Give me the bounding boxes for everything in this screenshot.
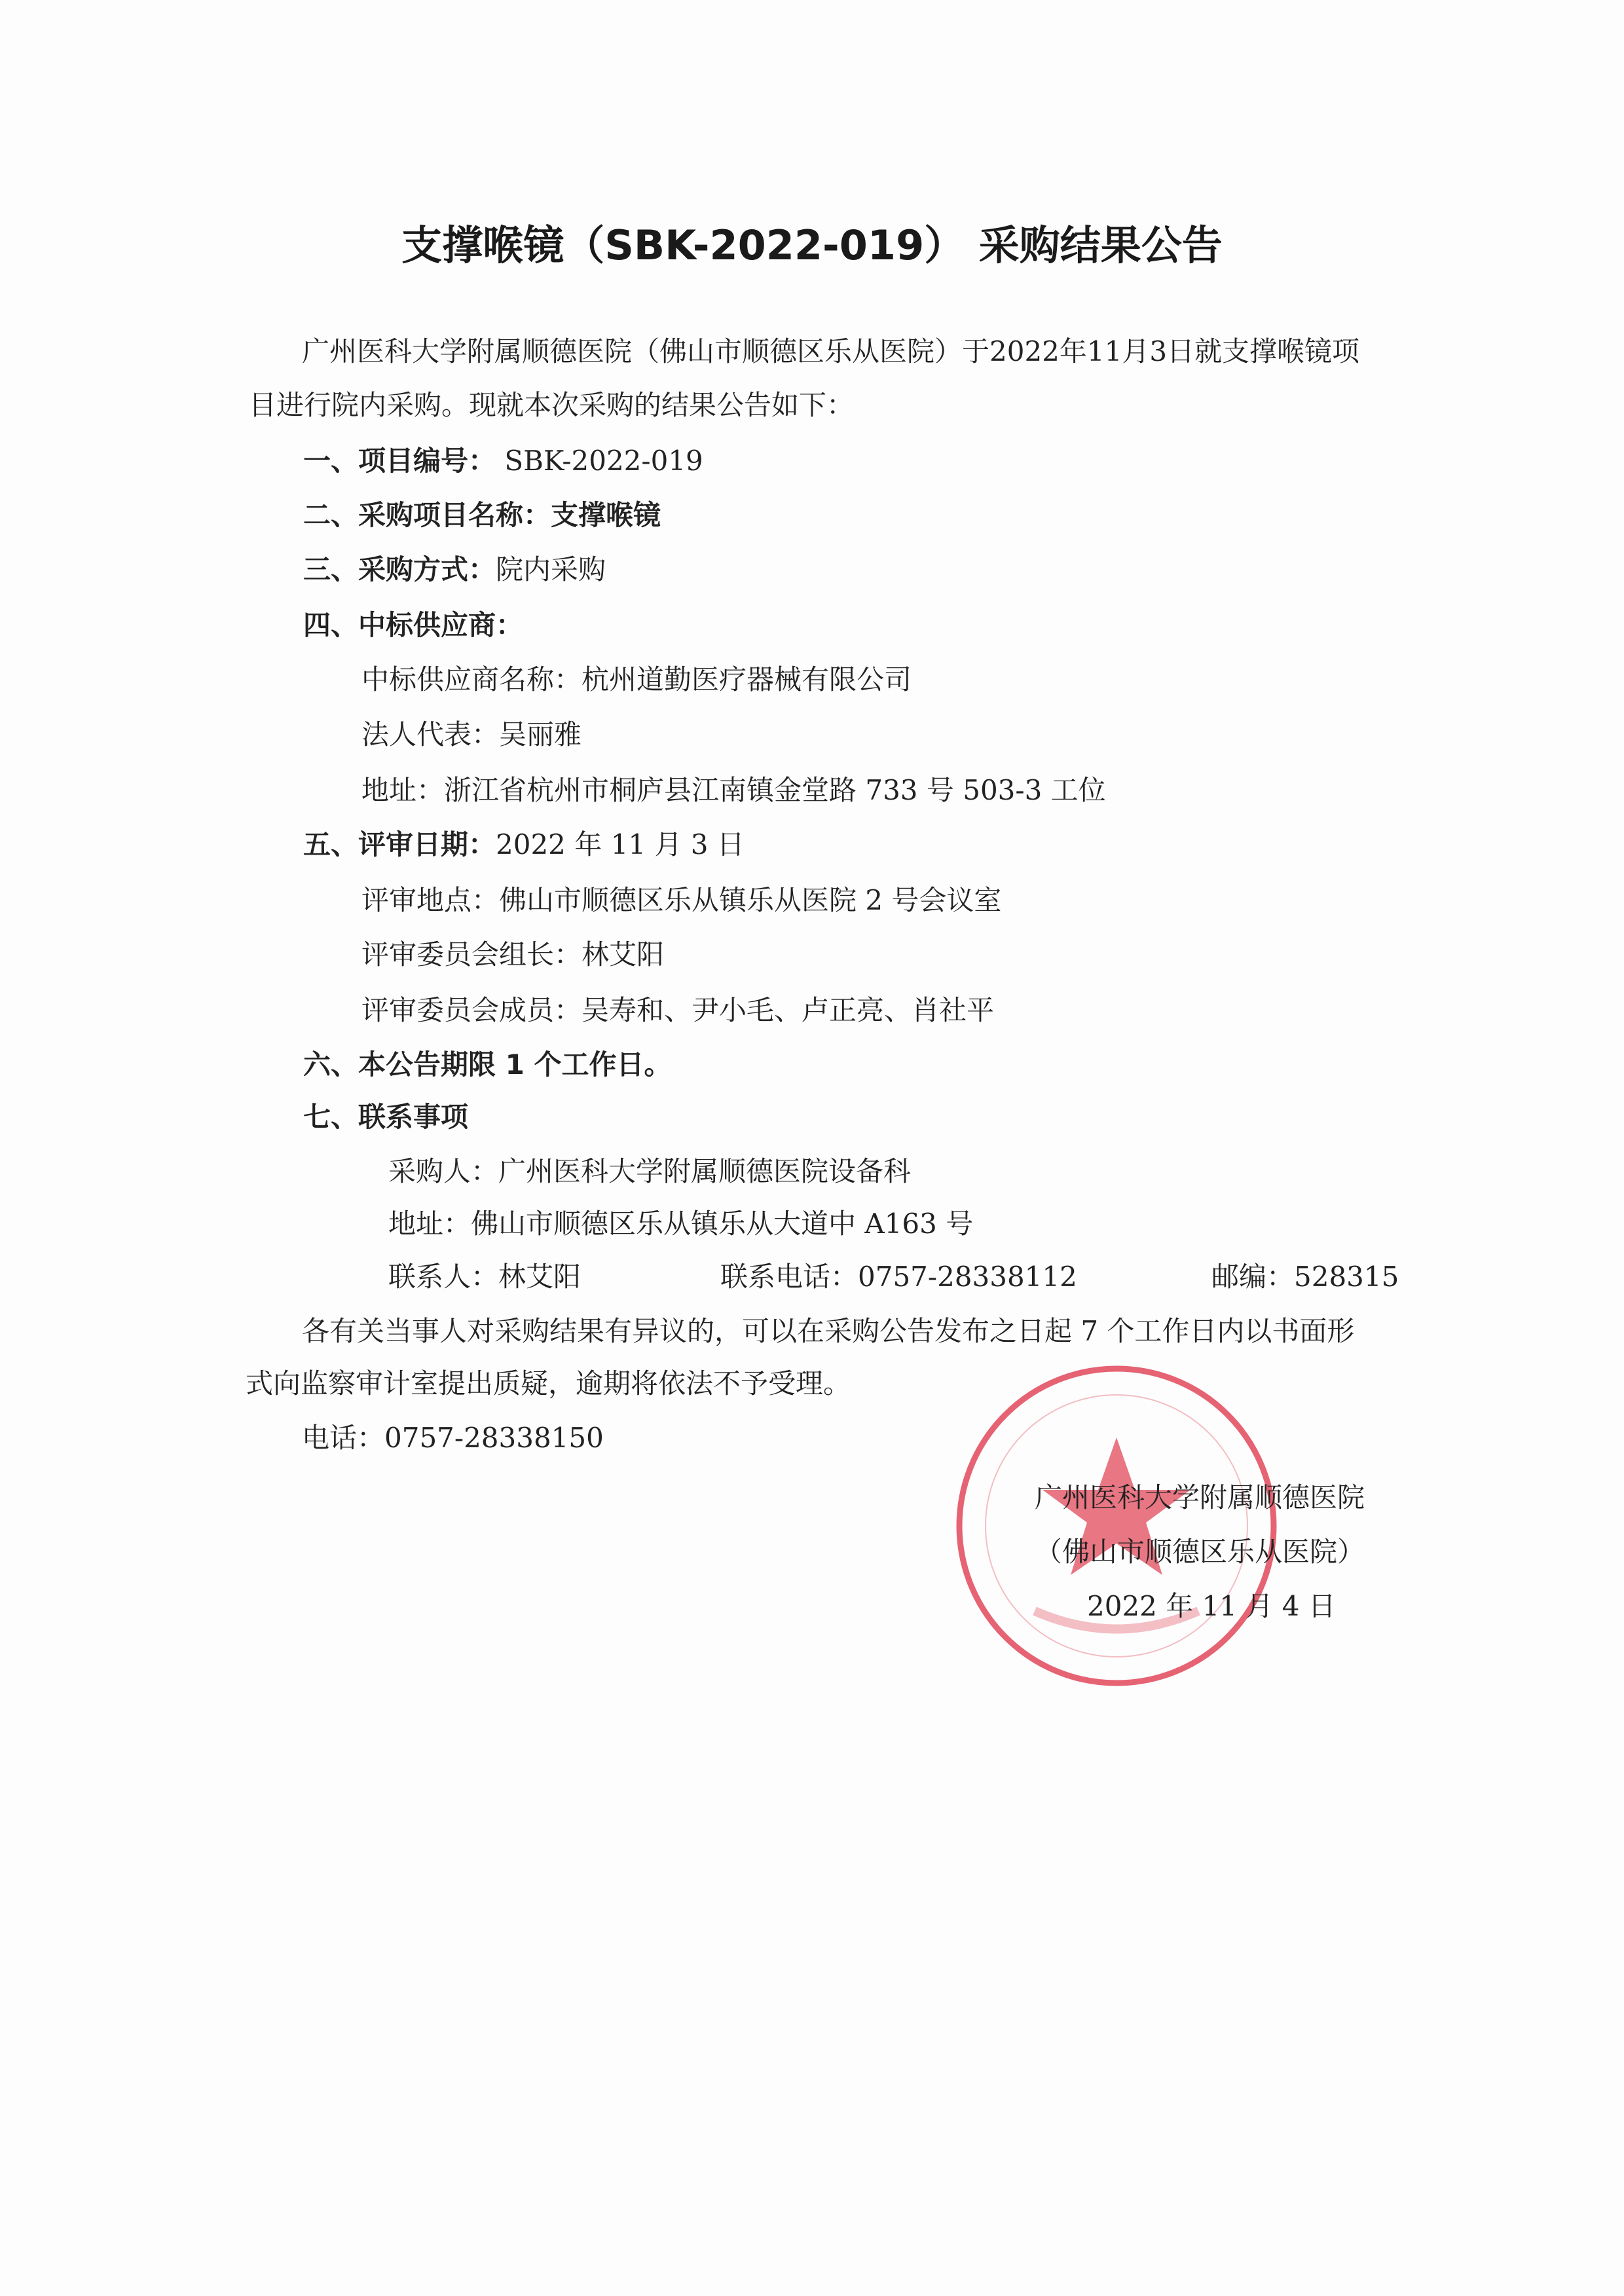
page-title: 支撑喉镜（SBK-2022-019） 采购结果公告 (401, 221, 1223, 269)
section-supplier: 四、中标供应商： (303, 609, 524, 641)
section-method (303, 553, 606, 586)
buyer-address: 地址：佛山市顺德区乐从镇乐从大道中 A163 号 (388, 1208, 974, 1240)
signature-org: 广州医科大学附属顺德医院 (1035, 1481, 1365, 1513)
section-period: 六、本公告期限 1 个工作日。 (303, 1048, 672, 1081)
review-members: 评审委员会成员：吴寿和、尹小毛、卢正亮、肖社平 (361, 994, 995, 1026)
value: 2022 年 11 月 3 日 (496, 828, 745, 861)
section-review-date (303, 828, 745, 861)
label: 一、项目编号： (303, 445, 496, 477)
label: 五、评审日期： (303, 828, 496, 861)
label: 三、采购方式： (303, 553, 496, 585)
contact-phone: 联系电话：0757-28338112 (720, 1261, 1077, 1293)
buyer: 采购人：广州医科大学附属顺德医院设备科 (388, 1155, 912, 1187)
contact-person: 联系人：林艾阳 (388, 1261, 581, 1293)
signature-org-alt: （佛山市顺德区乐从医院） (1035, 1536, 1365, 1568)
intro-line-2: 目进行院内采购。现就本次采购的结果公告如下： (249, 389, 855, 421)
section-project-number (303, 445, 703, 477)
supplier-name: 中标供应商名称：杭州道勤医疗器械有限公司 (361, 663, 912, 695)
telephone: 电话：0757-28338150 (302, 1422, 604, 1454)
section-contact: 七、联系事项 (303, 1101, 469, 1133)
supplier-legal: 法人代表：吴丽雅 (361, 718, 582, 750)
value: SBK-2022-019 (496, 445, 703, 477)
postcode: 邮编：528315 (1211, 1261, 1399, 1293)
value: 院内采购 (496, 553, 606, 585)
supplier-address: 地址：浙江省杭州市桐庐县江南镇金堂路 733 号 503-3 工位 (361, 774, 1106, 806)
intro-line-1: 广州医科大学附属顺德医院（佛山市顺德区乐从医院）于2022年11月3日就支撑喉镜项 (302, 335, 1360, 367)
objection-line-2: 式向监察审计室提出质疑，逾期将依法不予受理。 (246, 1367, 851, 1399)
review-place: 评审地点：佛山市顺德区乐从镇乐从医院 2 号会议室 (361, 884, 1002, 916)
review-leader: 评审委员会组长：林艾阳 (361, 938, 665, 971)
signature-date: 2022 年 11 月 4 日 (1087, 1590, 1336, 1622)
section-project-name: 二、采购项目名称：支撑喉镜 (303, 499, 661, 531)
objection-line-1: 各有关当事人对采购结果有异议的，可以在采购公告发布之日起 7 个工作日内以书面形 (302, 1315, 1355, 1347)
official-seal (950, 1359, 1283, 1693)
